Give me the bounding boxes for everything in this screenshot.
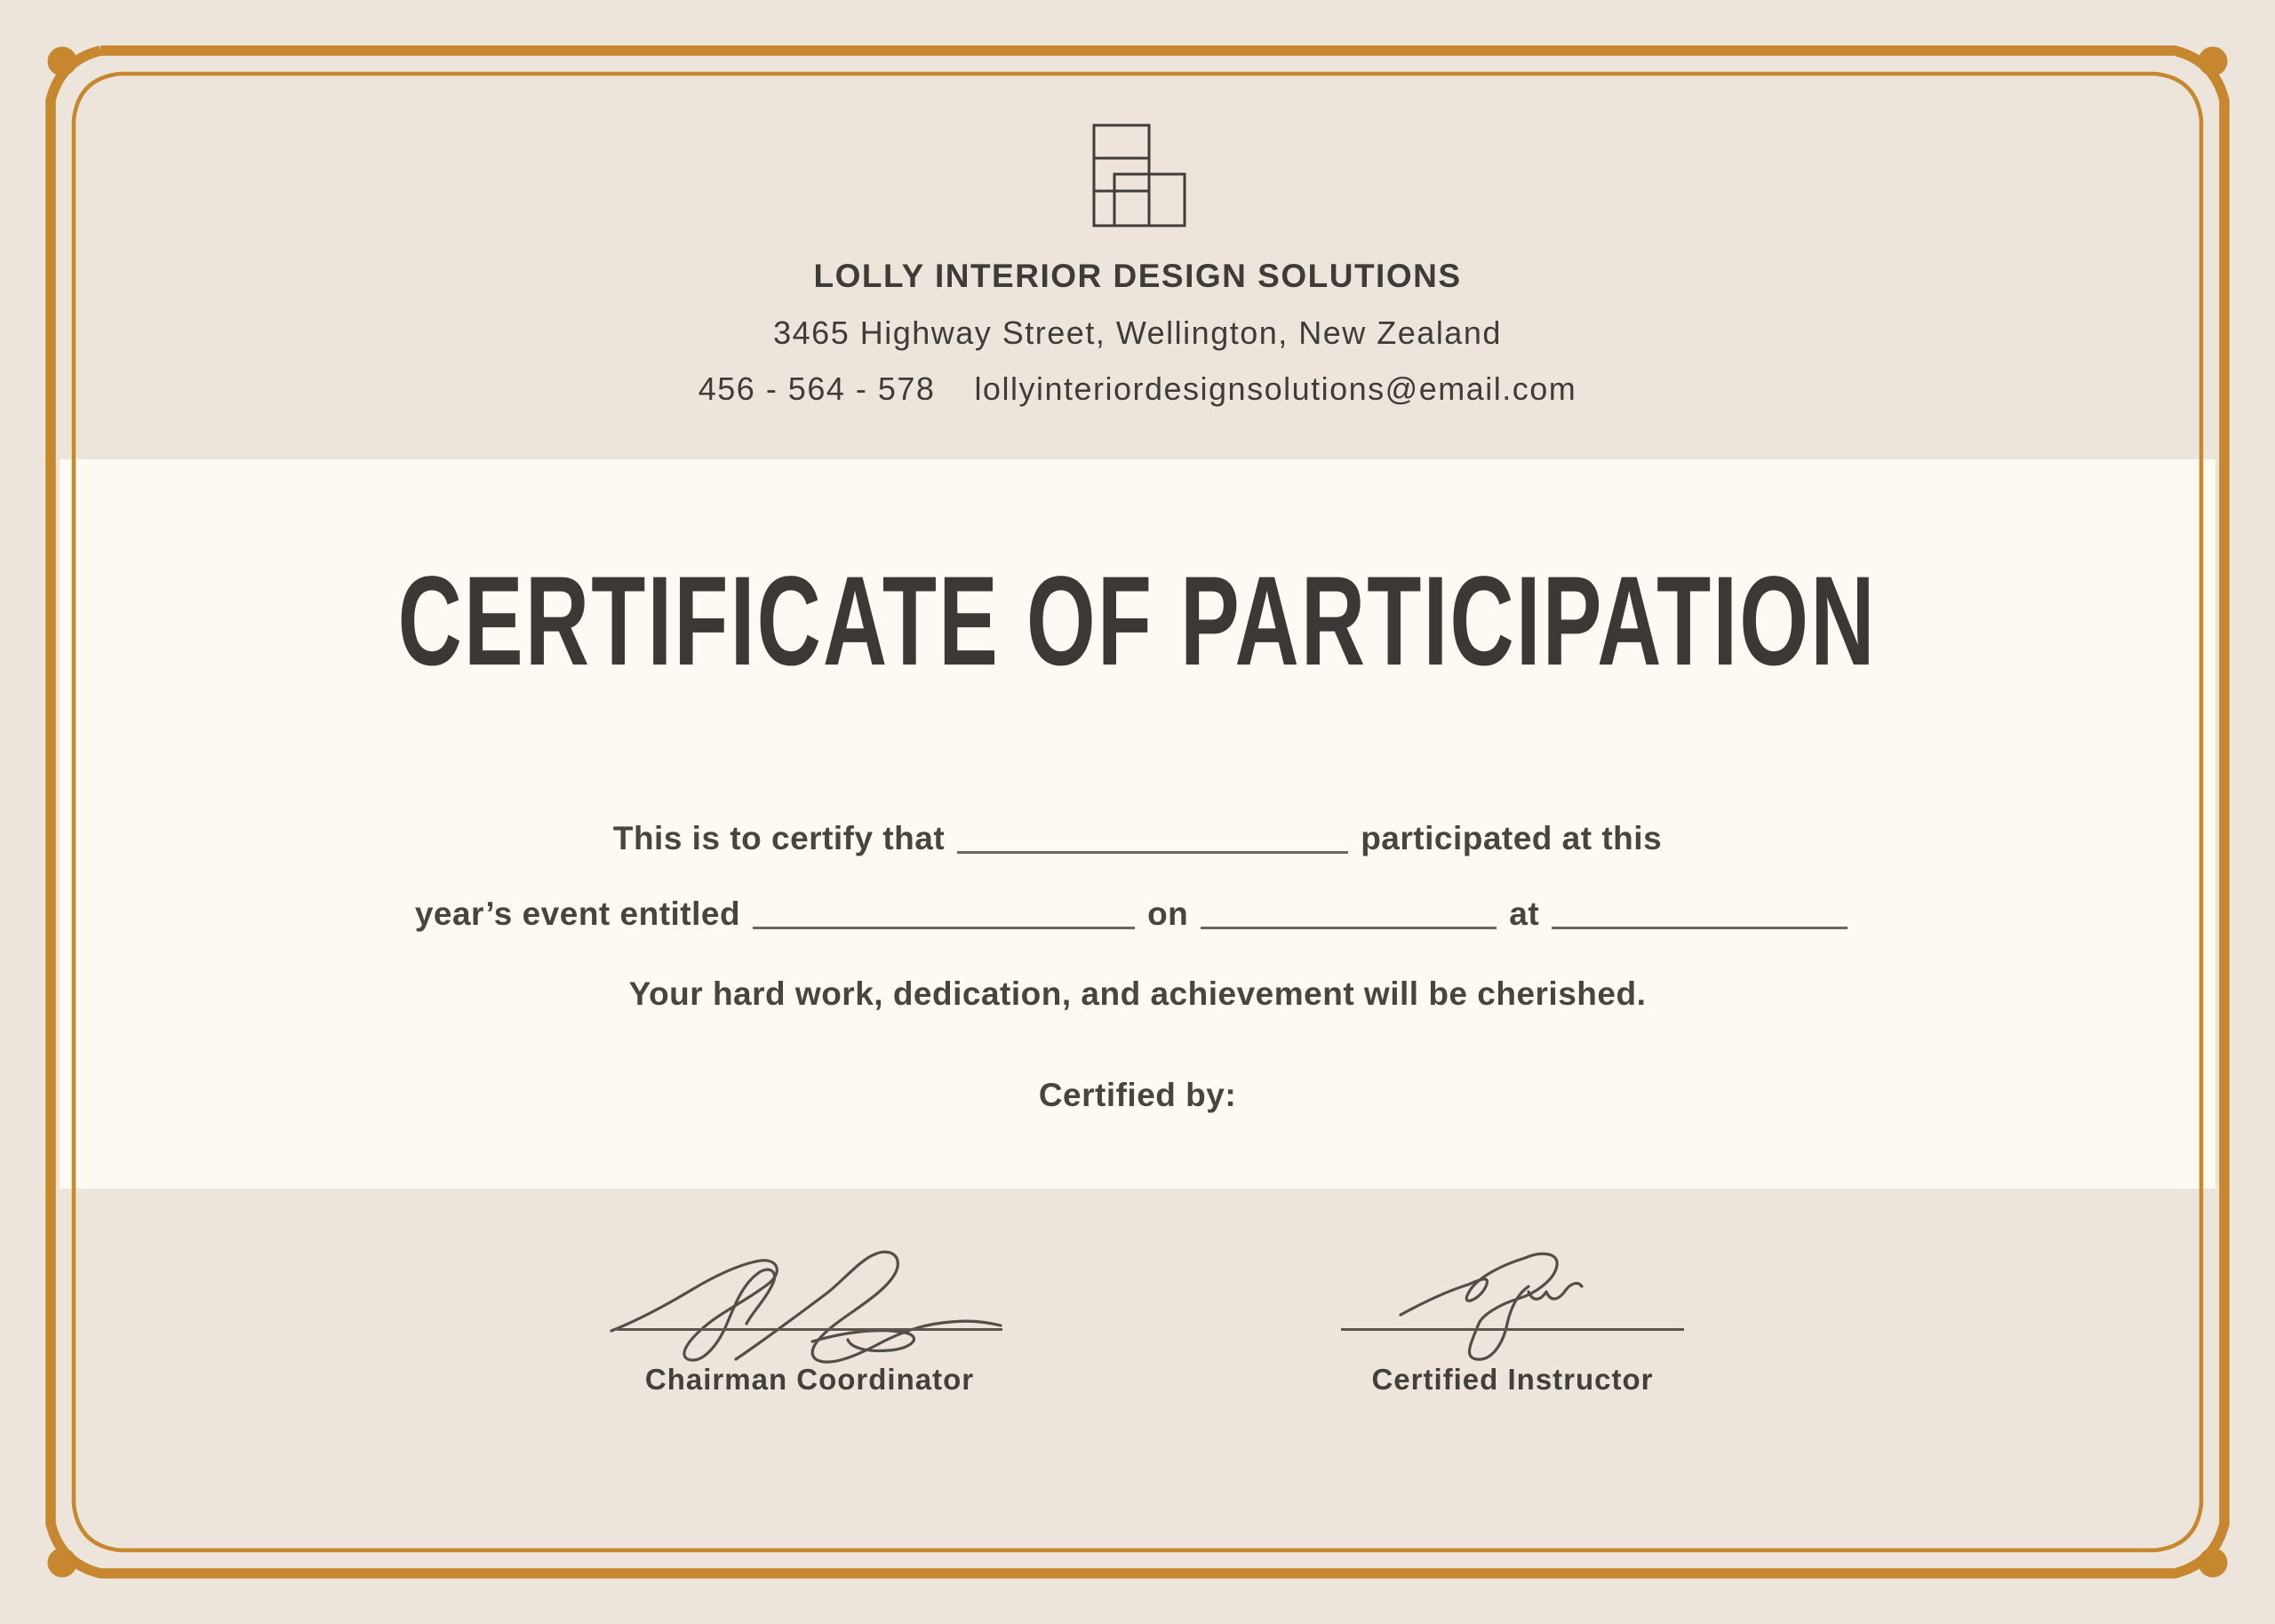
contact-line — [0, 370, 2275, 408]
corner-dot — [2199, 47, 2228, 76]
certified-by-label: Certified by: — [1038, 1077, 1237, 1113]
participant-name-blank — [957, 840, 1348, 854]
certificate-title-row — [0, 551, 2275, 692]
corner-dot — [48, 47, 77, 76]
phone-number: 456 - 564 - 578 — [698, 370, 936, 407]
instructor-title-label: Certified Instructor — [1371, 1363, 1654, 1396]
certify-line1-pre: This is to certify that — [612, 820, 946, 856]
chairman-title-label: Chairman Coordinator — [644, 1363, 975, 1396]
chairman-signature — [603, 1231, 1020, 1382]
appreciation-line: Your hard work, dedication, and achievement will be cherished. — [628, 975, 1647, 1012]
corner-dot — [48, 1548, 77, 1578]
event-location-blank — [1552, 916, 1848, 929]
certify-line2-pre: year’s event entitled — [414, 896, 741, 932]
certify-line2-on: on — [1147, 896, 1189, 932]
stacked-squares-logo-icon — [1092, 123, 1186, 228]
corner-dot — [2199, 1548, 2228, 1578]
event-name-blank — [753, 916, 1135, 929]
company-name: LOLLY INTERIOR DESIGN SOLUTIONS — [813, 258, 1462, 294]
instructor-signature-line — [1341, 1328, 1684, 1331]
certify-line1-post: participated at this — [1361, 820, 1663, 856]
certify-line-2 — [0, 897, 2275, 930]
chairman-signature-line — [617, 1328, 1002, 1331]
certificate-title: CERTIFICATE OF PARTICIPATION — [397, 551, 1878, 692]
email-address: lollyinteriordesignsolutions@email.com — [974, 370, 1577, 407]
certify-line-1 — [0, 822, 2275, 855]
event-date-blank — [1201, 916, 1497, 929]
company-address: 3465 Highway Street, Wellington, New Zealand — [773, 314, 1502, 351]
certify-line2-at: at — [1509, 896, 1540, 932]
